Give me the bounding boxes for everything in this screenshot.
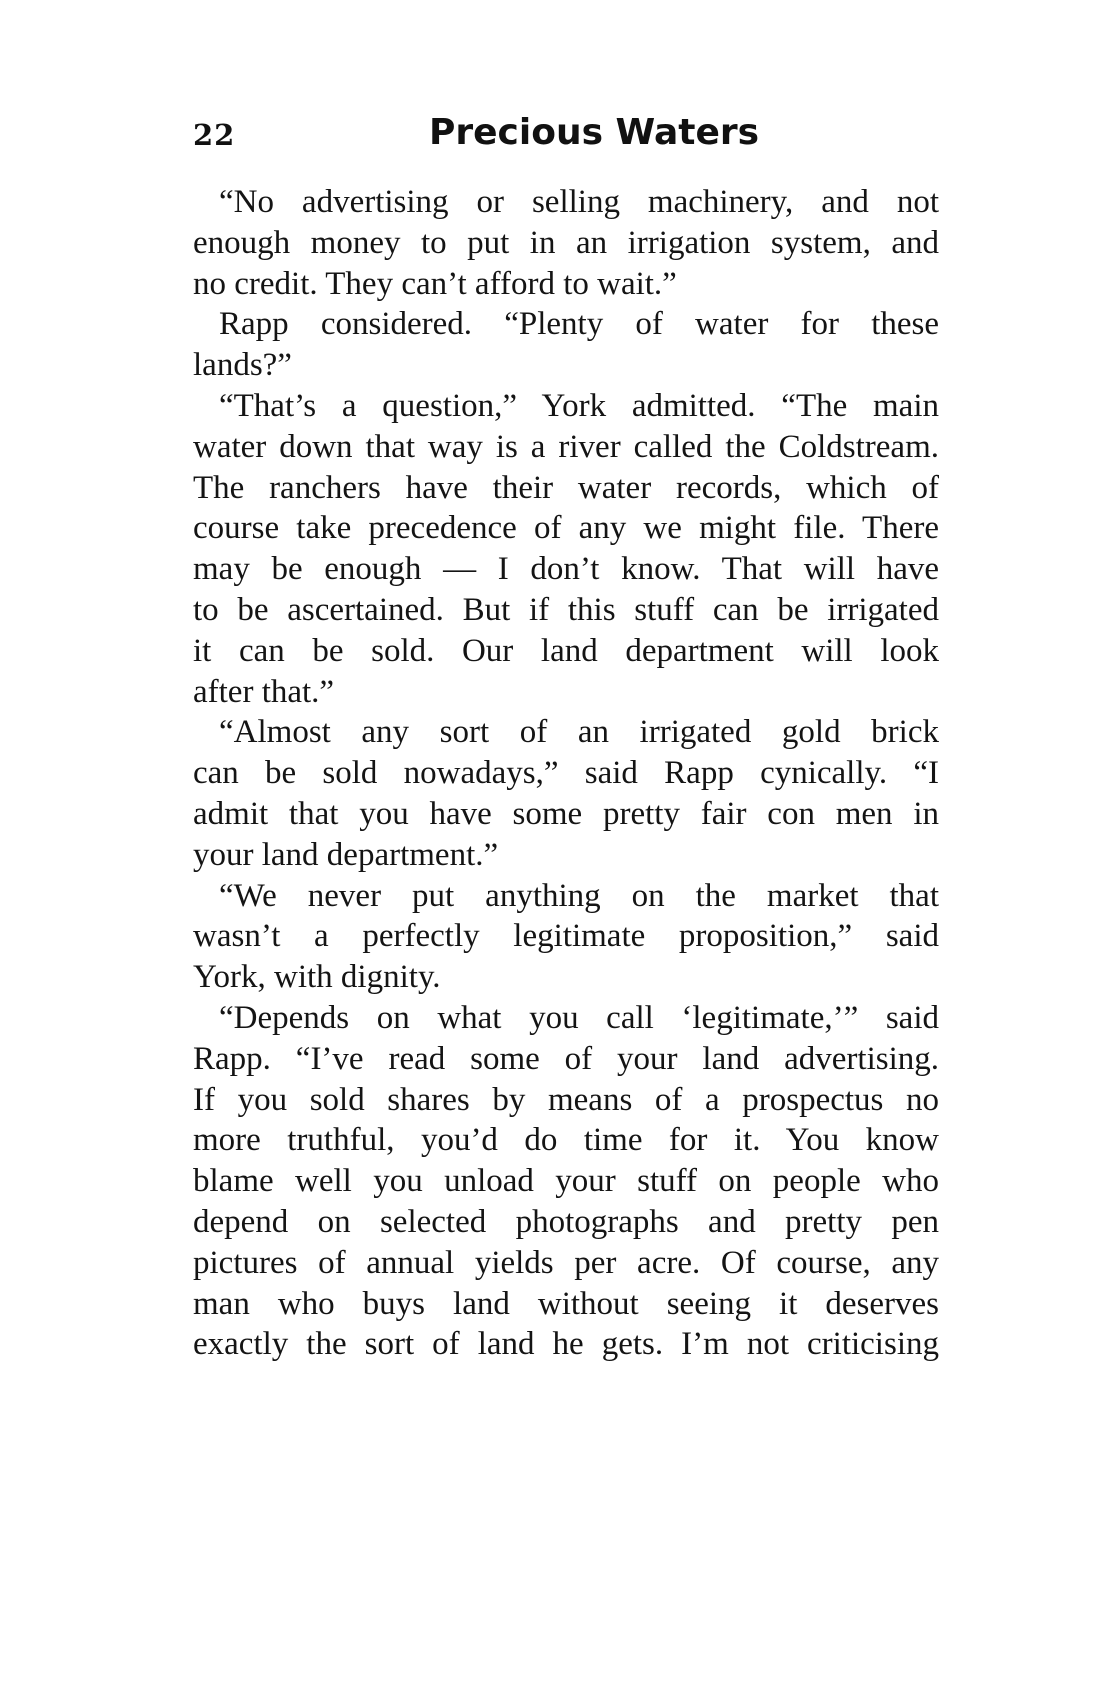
text-line: can be sold nowadays,” said Rapp cynically. “I: [193, 755, 939, 792]
text-line: The ranchers have their water records, which of: [193, 469, 939, 506]
body-text: [193, 182, 939, 1365]
text-line: lands?”: [193, 347, 292, 384]
text-line: enough money to put in an irrigation system, and: [193, 224, 939, 261]
text-line: “Depends on what you call ‘legitimate,’” said: [219, 999, 939, 1036]
text-line: after that.”: [193, 673, 335, 710]
text-line: water down that way is a river called the Coldstream.: [193, 428, 939, 465]
text-line: your land department.”: [193, 836, 499, 873]
text-line: “Almost any sort of an irrigated gold brick: [219, 714, 939, 751]
text-line: blame well you unload your stuff on people who: [193, 1163, 939, 1200]
running-title: Precious Waters: [429, 112, 760, 153]
text-line: Rapp. “I’ve read some of your land advertising.: [193, 1040, 939, 1077]
running-head: [193, 112, 938, 168]
text-line: York, with dignity.: [193, 959, 441, 996]
text-line: “We never put anything on the market that: [219, 877, 939, 914]
text-line: admit that you have some pretty fair con men in: [193, 795, 939, 832]
text-line: it can be sold. Our land department will look: [193, 632, 939, 669]
text-line: Rapp considered. “Plenty of water for these: [219, 306, 939, 343]
text-line: man who buys land without seeing it deserves: [193, 1285, 939, 1322]
text-line: depend on selected photographs and pretty pen: [193, 1203, 939, 1240]
text-line: “That’s a question,” York admitted. “The main: [219, 387, 939, 424]
page-number: 22: [193, 118, 236, 152]
text-line: wasn’t a perfectly legitimate proposition,” said: [193, 918, 939, 955]
text-line: pictures of annual yields per acre. Of course, any: [193, 1244, 939, 1281]
text-line: “No advertising or selling machinery, and not: [219, 184, 939, 220]
text-line: to be ascertained. But if this stuff can be irrigated: [193, 591, 939, 628]
text-line: more truthful, you’d do time for it. You know: [193, 1122, 939, 1159]
text-line: course take precedence of any we might file. There: [193, 510, 939, 547]
text-line: exactly the sort of land he gets. I’m not criticising: [193, 1326, 939, 1363]
text-line: If you sold shares by means of a prospectus no: [193, 1081, 939, 1118]
text-line: may be enough — I don’t know. That will have: [193, 551, 939, 588]
text-line: no credit. They can’t afford to wait.”: [193, 265, 677, 302]
